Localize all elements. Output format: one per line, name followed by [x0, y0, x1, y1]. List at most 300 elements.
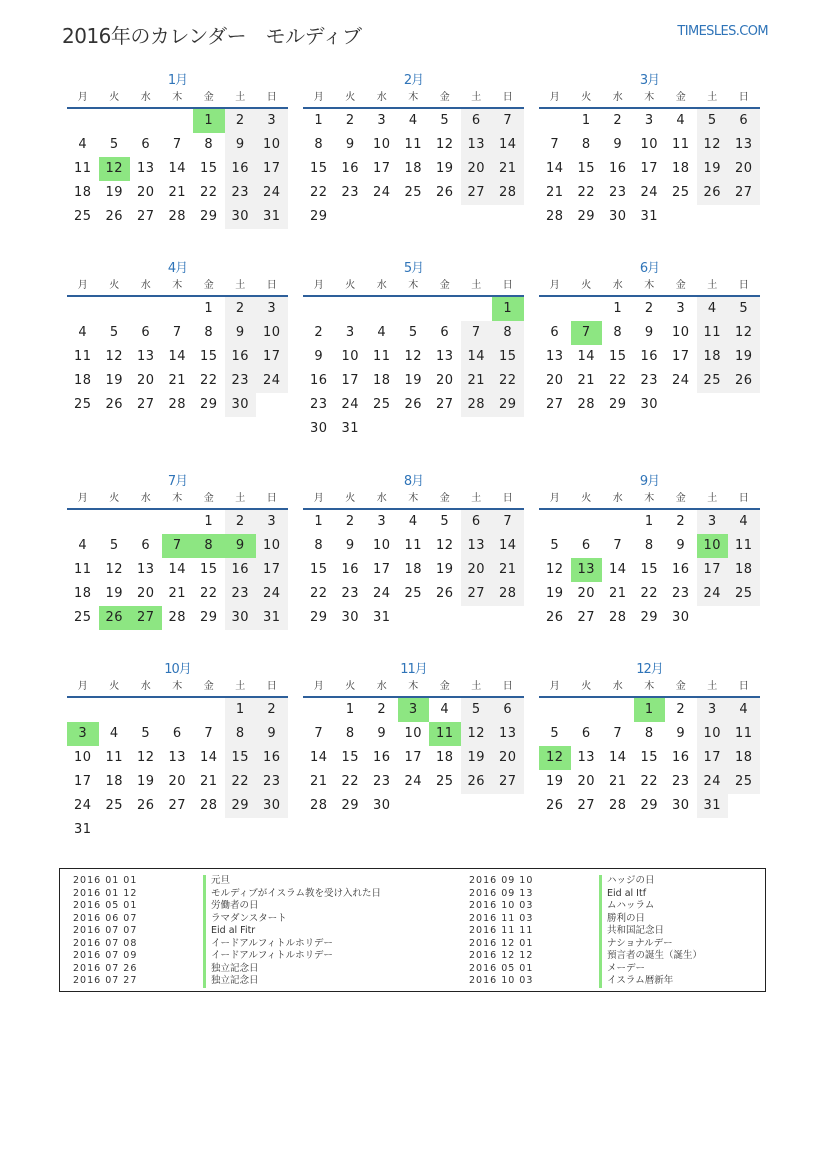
day-cell: 14 — [168, 161, 187, 176]
day-cell: 13 — [545, 349, 564, 364]
day-cell: 27 — [461, 181, 493, 205]
day-cell: 7 — [172, 137, 182, 152]
day-cell: 27 — [492, 770, 524, 794]
day-cell: 31 — [256, 606, 288, 630]
day-cell: 17 — [73, 774, 92, 789]
day-cell: 13 — [577, 750, 596, 765]
weekday-header — [67, 678, 288, 698]
day-cell: 8 — [204, 137, 214, 152]
weekday-label: 水 — [612, 493, 623, 504]
day-cell: 8 — [581, 137, 591, 152]
day-cell: 2 — [225, 297, 257, 321]
day-cell: 17 — [697, 746, 729, 770]
weekday-label: 月 — [313, 92, 324, 103]
day-cell: 31 — [341, 421, 360, 436]
holiday-name: 共和国記念日 — [599, 925, 664, 938]
day-cell: 19 — [435, 161, 454, 176]
day-cell: 13 — [461, 133, 493, 157]
day-cell: 4 — [109, 726, 119, 741]
day-cell: 5 — [461, 698, 493, 722]
holiday-name: ハッジの日 — [599, 875, 655, 888]
day-cell: 7 — [613, 726, 623, 741]
day-cell: 10 — [256, 534, 288, 558]
day-cell: 29 — [199, 397, 218, 412]
day-cell: 20 — [577, 586, 596, 601]
empty-cell — [461, 606, 493, 630]
day-cell: 10 — [697, 534, 729, 558]
day-cell: 22 — [608, 373, 627, 388]
day-cell: 17 — [640, 161, 659, 176]
empty-cell — [539, 109, 571, 133]
holiday-column-right — [456, 875, 702, 988]
empty-cell — [461, 205, 493, 229]
day-cell: 1 — [193, 109, 225, 133]
day-cell: 26 — [545, 798, 564, 813]
day-cell: 27 — [435, 397, 454, 412]
day-cell: 4 — [78, 325, 88, 340]
day-cell: 25 — [435, 774, 454, 789]
day-cell: 3 — [377, 514, 387, 529]
day-cell: 7 — [314, 726, 324, 741]
day-cell: 9 — [377, 726, 387, 741]
weekday-label: 火 — [345, 92, 356, 103]
day-cell: 27 — [728, 181, 760, 205]
weekday-label: 月 — [77, 280, 88, 291]
day-cell: 23 — [671, 586, 690, 601]
day-cell: 1 — [204, 301, 214, 316]
day-cell: 20 — [136, 373, 155, 388]
month-calendar — [539, 473, 760, 630]
day-cell: 1 — [634, 698, 666, 722]
day-cell: 21 — [168, 185, 187, 200]
empty-cell — [335, 297, 367, 321]
empty-cell — [602, 698, 634, 722]
weekday-label: 土 — [235, 92, 246, 103]
day-cell: 11 — [73, 161, 92, 176]
weekday-label: 金 — [439, 92, 450, 103]
month-title: 4月 — [167, 261, 188, 276]
day-cell: 16 — [671, 750, 690, 765]
day-cell: 22 — [199, 586, 218, 601]
day-cell: 9 — [676, 538, 686, 553]
day-cell: 20 — [435, 373, 454, 388]
day-cell: 16 — [225, 157, 257, 181]
weekday-label: 火 — [581, 280, 592, 291]
day-cell: 13 — [136, 349, 155, 364]
day-cell: 3 — [676, 301, 686, 316]
month-title: 2月 — [403, 73, 424, 88]
day-cell: 26 — [728, 369, 760, 393]
day-cell: 6 — [461, 109, 493, 133]
weekday-label: 土 — [471, 493, 482, 504]
day-cell: 16 — [341, 161, 360, 176]
day-grid — [303, 510, 524, 630]
day-cell: 18 — [73, 373, 92, 388]
day-cell: 29 — [577, 209, 596, 224]
day-cell: 18 — [73, 586, 92, 601]
weekday-label: 木 — [408, 92, 419, 103]
day-cell: 3 — [256, 510, 288, 534]
weekday-label: 月 — [549, 280, 560, 291]
day-cell: 18 — [372, 373, 391, 388]
day-cell: 17 — [372, 161, 391, 176]
day-cell: 31 — [697, 794, 729, 818]
day-cell: 5 — [141, 726, 151, 741]
day-cell: 27 — [168, 798, 187, 813]
weekday-label: 木 — [172, 681, 183, 692]
weekday-label: 火 — [109, 280, 120, 291]
day-cell: 3 — [697, 510, 729, 534]
weekday-label: 土 — [471, 92, 482, 103]
day-cell: 8 — [204, 325, 214, 340]
day-cell: 12 — [99, 157, 131, 181]
month-calendar — [303, 260, 524, 441]
day-cell: 2 — [345, 514, 355, 529]
weekday-label: 月 — [313, 681, 324, 692]
day-cell: 4 — [728, 698, 760, 722]
weekday-label: 水 — [376, 681, 387, 692]
empty-cell — [728, 205, 760, 229]
empty-cell — [602, 510, 634, 534]
holiday-name: ナショナルデー — [599, 938, 673, 951]
day-cell: 10 — [73, 750, 92, 765]
holiday-row — [456, 875, 702, 888]
empty-cell — [697, 205, 729, 229]
weekday-label: 日 — [266, 280, 277, 291]
empty-cell — [665, 205, 697, 229]
day-cell: 29 — [309, 610, 328, 625]
day-cell: 4 — [728, 510, 760, 534]
day-cell: 22 — [309, 586, 328, 601]
holiday-date: 2016 11 11 — [469, 925, 534, 936]
day-cell: 31 — [256, 205, 288, 229]
weekday-label: 金 — [203, 92, 214, 103]
day-cell: 13 — [571, 558, 603, 582]
day-cell: 4 — [377, 325, 387, 340]
day-cell: 27 — [461, 582, 493, 606]
empty-cell — [130, 698, 162, 722]
day-cell: 10 — [256, 133, 288, 157]
weekday-label: 月 — [549, 92, 560, 103]
day-cell: 29 — [608, 397, 627, 412]
weekday-label: 木 — [408, 493, 419, 504]
day-cell: 14 — [461, 345, 493, 369]
day-cell: 17 — [404, 750, 423, 765]
day-cell: 18 — [671, 161, 690, 176]
weekday-label: 土 — [235, 280, 246, 291]
weekday-label: 火 — [581, 681, 592, 692]
weekday-label: 日 — [266, 493, 277, 504]
day-cell: 27 — [136, 209, 155, 224]
day-cell: 4 — [78, 538, 88, 553]
weekday-label: 日 — [738, 681, 749, 692]
day-cell: 20 — [136, 185, 155, 200]
day-cell: 15 — [608, 349, 627, 364]
day-cell: 29 — [199, 610, 218, 625]
day-grid — [67, 698, 288, 842]
day-cell: 2 — [345, 113, 355, 128]
day-cell: 4 — [78, 137, 88, 152]
holiday-date: 2016 01 12 — [73, 887, 138, 899]
day-cell: 7 — [492, 109, 524, 133]
day-cell: 27 — [577, 610, 596, 625]
holiday-name: モルディブがイスラム教を受け入れた日 — [203, 888, 381, 901]
day-grid — [539, 297, 760, 417]
day-cell: 26 — [105, 397, 124, 412]
day-cell: 8 — [193, 534, 225, 558]
day-cell: 9 — [676, 726, 686, 741]
weekday-label: 木 — [172, 280, 183, 291]
day-cell: 7 — [172, 325, 182, 340]
holiday-column-left — [60, 875, 381, 988]
day-cell: 7 — [461, 321, 493, 345]
day-cell: 5 — [408, 325, 418, 340]
day-cell: 24 — [372, 185, 391, 200]
day-cell: 23 — [225, 369, 257, 393]
day-cell: 18 — [697, 345, 729, 369]
day-cell: 16 — [225, 345, 257, 369]
day-cell: 5 — [697, 109, 729, 133]
day-cell: 12 — [136, 750, 155, 765]
month-title: 9月 — [639, 474, 660, 489]
day-cell: 19 — [435, 562, 454, 577]
weekday-label: 日 — [502, 280, 513, 291]
day-cell: 20 — [728, 157, 760, 181]
month-calendar — [303, 473, 524, 630]
weekday-label: 日 — [738, 280, 749, 291]
day-cell: 19 — [728, 345, 760, 369]
weekday-label: 金 — [675, 92, 686, 103]
empty-cell — [728, 393, 760, 417]
holiday-row — [60, 875, 381, 888]
day-cell: 22 — [309, 185, 328, 200]
empty-cell — [492, 606, 524, 630]
day-cell: 14 — [577, 349, 596, 364]
day-cell: 20 — [577, 774, 596, 789]
month-title: 12月 — [636, 662, 663, 677]
empty-cell — [99, 698, 131, 722]
day-cell: 5 — [109, 325, 119, 340]
day-cell: 11 — [697, 321, 729, 345]
day-cell: 30 — [608, 209, 627, 224]
day-grid — [303, 698, 524, 818]
day-grid — [539, 510, 760, 630]
weekday-label: 月 — [313, 280, 324, 291]
day-cell: 18 — [728, 558, 760, 582]
day-cell: 30 — [225, 205, 257, 229]
day-cell: 2 — [256, 698, 288, 722]
empty-cell — [162, 818, 194, 842]
day-cell: 31 — [640, 209, 659, 224]
day-cell: 12 — [539, 746, 571, 770]
holiday-name: 独立記念日 — [203, 963, 259, 976]
empty-cell — [539, 510, 571, 534]
day-cell: 15 — [577, 161, 596, 176]
month-calendar — [67, 260, 288, 417]
weekday-label: 土 — [707, 493, 718, 504]
weekday-label: 水 — [612, 92, 623, 103]
weekday-label: 土 — [707, 280, 718, 291]
holiday-date: 2016 07 08 — [73, 937, 138, 949]
day-cell: 6 — [728, 109, 760, 133]
weekday-label: 月 — [313, 493, 324, 504]
day-cell: 24 — [671, 373, 690, 388]
day-cell: 5 — [440, 514, 450, 529]
month-title: 5月 — [403, 261, 424, 276]
day-cell: 30 — [225, 393, 257, 417]
holiday-name: 預言者の誕生（誕生） — [599, 950, 702, 963]
day-cell: 23 — [341, 586, 360, 601]
month-title: 11月 — [400, 662, 427, 677]
empty-cell — [398, 417, 430, 441]
day-cell: 7 — [550, 137, 560, 152]
day-cell: 25 — [73, 209, 92, 224]
day-cell: 12 — [461, 722, 493, 746]
holiday-name: 勝利の日 — [599, 913, 645, 926]
empty-cell — [130, 818, 162, 842]
weekday-label: 月 — [549, 493, 560, 504]
empty-cell — [162, 297, 194, 321]
weekday-header — [303, 277, 524, 297]
holiday-date: 2016 12 12 — [469, 950, 534, 961]
day-grid — [539, 698, 760, 818]
empty-cell — [398, 606, 430, 630]
empty-cell — [398, 794, 430, 818]
day-cell: 19 — [136, 774, 155, 789]
day-cell: 28 — [199, 798, 218, 813]
day-cell: 12 — [435, 137, 454, 152]
day-cell: 24 — [697, 582, 729, 606]
weekday-label: 金 — [675, 280, 686, 291]
day-cell: 21 — [461, 369, 493, 393]
day-cell: 25 — [728, 582, 760, 606]
day-grid — [539, 109, 760, 229]
day-cell: 22 — [577, 185, 596, 200]
day-cell: 21 — [545, 185, 564, 200]
day-cell: 25 — [73, 397, 92, 412]
day-cell: 18 — [404, 562, 423, 577]
day-cell: 10 — [372, 137, 391, 152]
day-cell: 24 — [341, 397, 360, 412]
day-cell: 2 — [613, 113, 623, 128]
day-cell: 26 — [435, 185, 454, 200]
day-cell: 29 — [199, 209, 218, 224]
day-cell: 24 — [697, 770, 729, 794]
site-link[interactable]: TIMESLES.COM — [677, 24, 768, 39]
day-cell: 21 — [168, 586, 187, 601]
weekday-label: 月 — [77, 493, 88, 504]
weekday-header — [67, 277, 288, 297]
weekday-label: 日 — [502, 493, 513, 504]
day-cell: 19 — [404, 373, 423, 388]
weekday-label: 月 — [549, 681, 560, 692]
day-cell: 7 — [204, 726, 214, 741]
day-cell: 11 — [105, 750, 124, 765]
weekday-header — [67, 89, 288, 109]
holiday-date: 2016 05 01 — [469, 962, 534, 974]
day-cell: 6 — [172, 726, 182, 741]
empty-cell — [697, 606, 729, 630]
day-cell: 6 — [492, 698, 524, 722]
day-cell: 6 — [141, 137, 151, 152]
holiday-row — [456, 888, 702, 901]
weekday-label: 金 — [203, 493, 214, 504]
day-cell: 12 — [697, 133, 729, 157]
month-title: 6月 — [639, 261, 660, 276]
day-cell: 16 — [225, 558, 257, 582]
day-cell: 15 — [492, 345, 524, 369]
day-cell: 9 — [613, 137, 623, 152]
day-cell: 19 — [105, 185, 124, 200]
day-cell: 3 — [697, 698, 729, 722]
day-cell: 15 — [640, 750, 659, 765]
empty-cell — [429, 297, 461, 321]
day-cell: 21 — [608, 586, 627, 601]
holiday-row — [456, 925, 702, 938]
day-cell: 10 — [640, 137, 659, 152]
day-cell: 21 — [199, 774, 218, 789]
day-cell: 7 — [613, 538, 623, 553]
day-cell: 1 — [644, 514, 654, 529]
day-cell: 16 — [372, 750, 391, 765]
day-cell: 29 — [225, 794, 257, 818]
day-cell: 24 — [256, 181, 288, 205]
holiday-date: 2016 09 13 — [469, 887, 534, 899]
empty-cell — [492, 417, 524, 441]
holiday-list — [59, 868, 766, 992]
day-cell: 3 — [644, 113, 654, 128]
holiday-name: イードアルフィトルホリデー — [203, 950, 333, 963]
day-cell: 12 — [404, 349, 423, 364]
day-cell: 7 — [162, 534, 194, 558]
day-cell: 17 — [256, 157, 288, 181]
weekday-label: 木 — [172, 493, 183, 504]
holiday-row — [60, 925, 381, 938]
day-cell: 26 — [105, 209, 124, 224]
day-cell: 9 — [345, 137, 355, 152]
holiday-row — [60, 950, 381, 963]
day-cell: 29 — [492, 393, 524, 417]
day-cell: 11 — [404, 538, 423, 553]
day-cell: 13 — [168, 750, 187, 765]
empty-cell — [99, 297, 131, 321]
holiday-name: 労働者の日 — [203, 900, 259, 913]
day-cell: 13 — [492, 722, 524, 746]
empty-cell — [130, 510, 162, 534]
weekday-label: 木 — [644, 493, 655, 504]
month-calendar — [303, 661, 524, 818]
holiday-name: Eid al Fitr — [203, 925, 255, 938]
empty-cell — [303, 297, 335, 321]
day-cell: 2 — [225, 510, 257, 534]
empty-cell — [193, 818, 225, 842]
weekday-label: 水 — [140, 493, 151, 504]
weekday-label: 水 — [612, 681, 623, 692]
day-cell: 10 — [404, 726, 423, 741]
day-cell: 30 — [225, 606, 257, 630]
day-cell: 15 — [199, 349, 218, 364]
day-cell: 14 — [545, 161, 564, 176]
weekday-label: 金 — [203, 280, 214, 291]
day-cell: 30 — [640, 397, 659, 412]
day-cell: 28 — [168, 209, 187, 224]
day-cell: 22 — [199, 185, 218, 200]
day-cell: 15 — [309, 562, 328, 577]
holiday-date: 2016 07 09 — [73, 950, 138, 961]
day-cell: 6 — [550, 325, 560, 340]
month-title: 1月 — [167, 73, 188, 88]
empty-cell — [398, 205, 430, 229]
